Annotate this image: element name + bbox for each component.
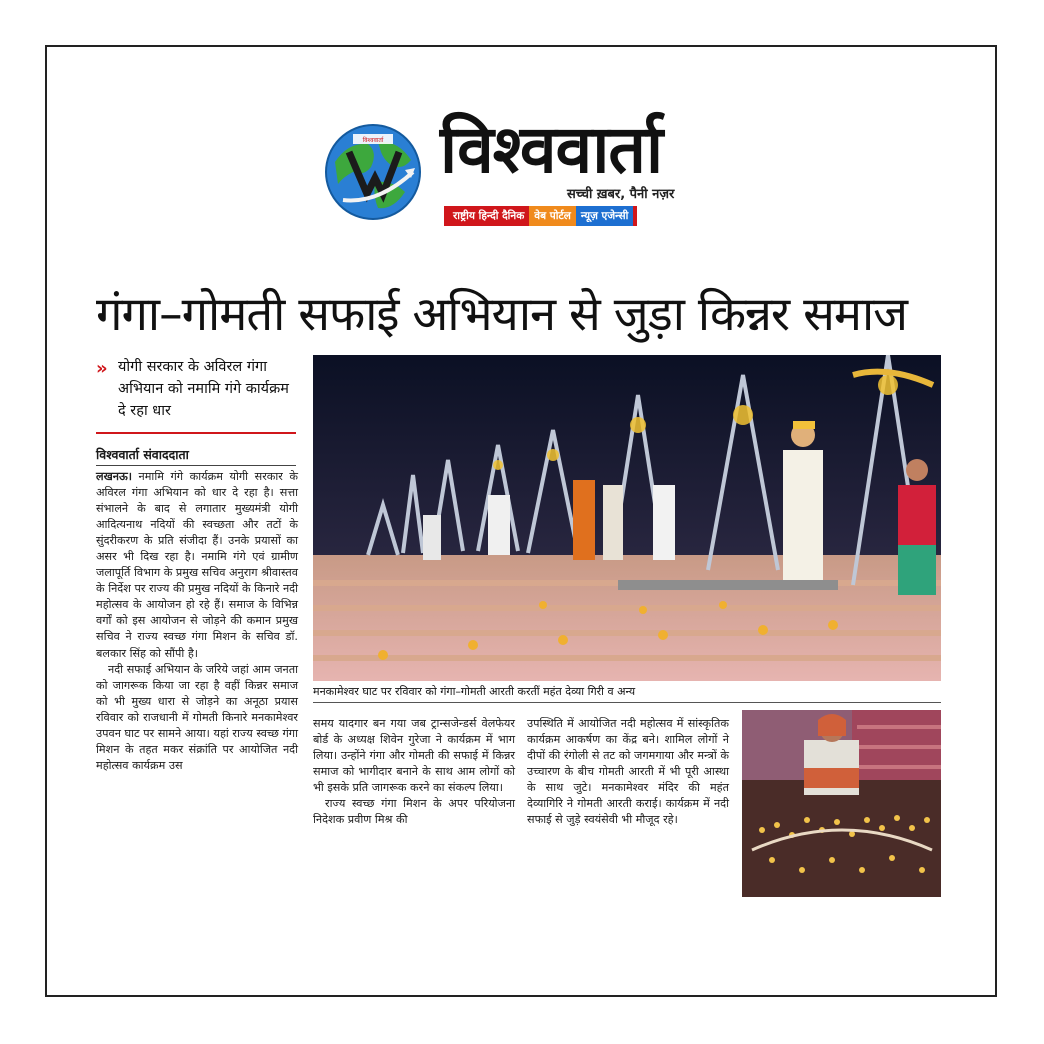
vishwavarta-globe-logo — [323, 122, 423, 222]
dateline: लखनऊ। — [96, 469, 132, 483]
brand-name: विश्ववार्ता — [440, 111, 663, 188]
deck-divider — [96, 432, 296, 434]
strip-segment-daily: राष्ट्रीय हिन्दी दैनिक — [448, 206, 529, 226]
article-column-1 — [96, 468, 298, 774]
logo-small-text: विश्ववार्ता — [362, 137, 384, 144]
column-1-paragraph-2: नदी सफाई अभियान के जरिये जहां आम जनता को जागरूक किया जा रहा है वहीं किन्नर समाज को भी मुख्य धारा से जोड़ने का अनूठा प्रयास रविवार को राजधानी में गोमती किनारे मनकामेश्वर उपवन घाट पर सामने आया। यहां राज्य स्वच्छ गंगा मिशन के तहत मकर संक्रांति पर आयोजित नदी महोत्सव कार्यक्रम उस — [96, 662, 298, 772]
strip-bar-right — [633, 206, 637, 226]
column-1-paragraph-1-text: नमामि गंगे कार्यक्रम योगी सरकार के अविरल गंगा अभियान को धार दे रहा है। सत्ता संभालने के बाद से लगातार मुख्यमंत्री योगी आदित्यनाथ नदियों की स्वच्छता और तटों के सुंदरीकरण के प्रति संजीदा हैं। उनके प्रयासों का असर भी दिख रहा है। नमामि गंगे एवं ग्रामीण जलापूर्ति विभाग के प्रमुख सचिव अनुराग श्रीवास्तव के निर्देश पर राज्य की प्रमुख नदियों के किनारे नदी महोत्सव के आयोजन हो रहे हैं। समाज के विभिन्न वर्गों को इस आयोजन से जोड़ने की कमान प्रमुख सचिव ने राज्य स्वच्छ गंगा मिशन के सचिव डॉ. बलकार सिंह को सौंपी है। — [96, 470, 298, 660]
byline: विश्ववार्ता संवाददाता — [96, 446, 296, 466]
deck-text: योगी सरकार के अविरल गंगा अभियान को नमामि गंगे कार्यक्रम दे रहा धार — [118, 359, 289, 419]
article-headline: गंगा–गोमती सफाई अभियान से जुड़ा किन्नर समाज — [96, 287, 908, 342]
brand-tagline: सच्ची ख़बर, पैनी नज़र — [567, 187, 675, 202]
article-column-2 — [313, 716, 515, 828]
photo-caption: मनकामेश्वर घाट पर रविवार को गंगा–गोमती आरती करतीं महंत देव्या गिरी व अन्य — [313, 684, 941, 703]
column-3-paragraph-1: उपस्थिति में आयोजित नदी महोत्सव में सांस्कृतिक कार्यक्रम आकर्षण का केंद्र बने। शामिल लोगों ने दीपों की रंगोली से तट को जगमगाया और मन्त्रों के उच्चारण के बीच गोमती आरती में भी पूरी आस्था के साथ जुटे। मनकामेश्वर मंदिर की महंत देव्यागिरि ने गोमती आरती कराई। कार्यक्रम में नदी सफाई से जुड़े स्वयंसेवी भी मौजूद रहे। — [527, 717, 729, 827]
column-2-paragraph-2: राज्य स्वच्छ गंगा मिशन के अपर परियोजना निदेशक प्रवीण मिश्र की — [313, 797, 515, 827]
aarti-ceremony-photo — [313, 355, 941, 681]
deck-marker-icon: » — [96, 358, 108, 379]
strip-segment-web: वेब पोर्टल — [529, 206, 576, 226]
diya-rangoli-photo — [742, 710, 941, 897]
column-1-paragraph-1 — [96, 468, 298, 662]
column-2-paragraph-1: समय यादगार बन गया जब ट्रान्सजेन्डर्स वेलफेयर बोर्ड के अध्यक्ष शिवेन गुरेजा ने कार्यक्रम में भाग लिया। उन्होंने गंगा और गोमती की सफाई में किन्नर समाज को भागीदार बनाने के साथ आम लोगों को भी इसके प्रति जागरूक करने का संकल्प लिया। — [313, 717, 515, 795]
strip-segment-agency: न्यूज़ एजेन्सी — [576, 206, 633, 226]
masthead-strip — [444, 206, 637, 226]
article-column-3 — [527, 716, 729, 828]
